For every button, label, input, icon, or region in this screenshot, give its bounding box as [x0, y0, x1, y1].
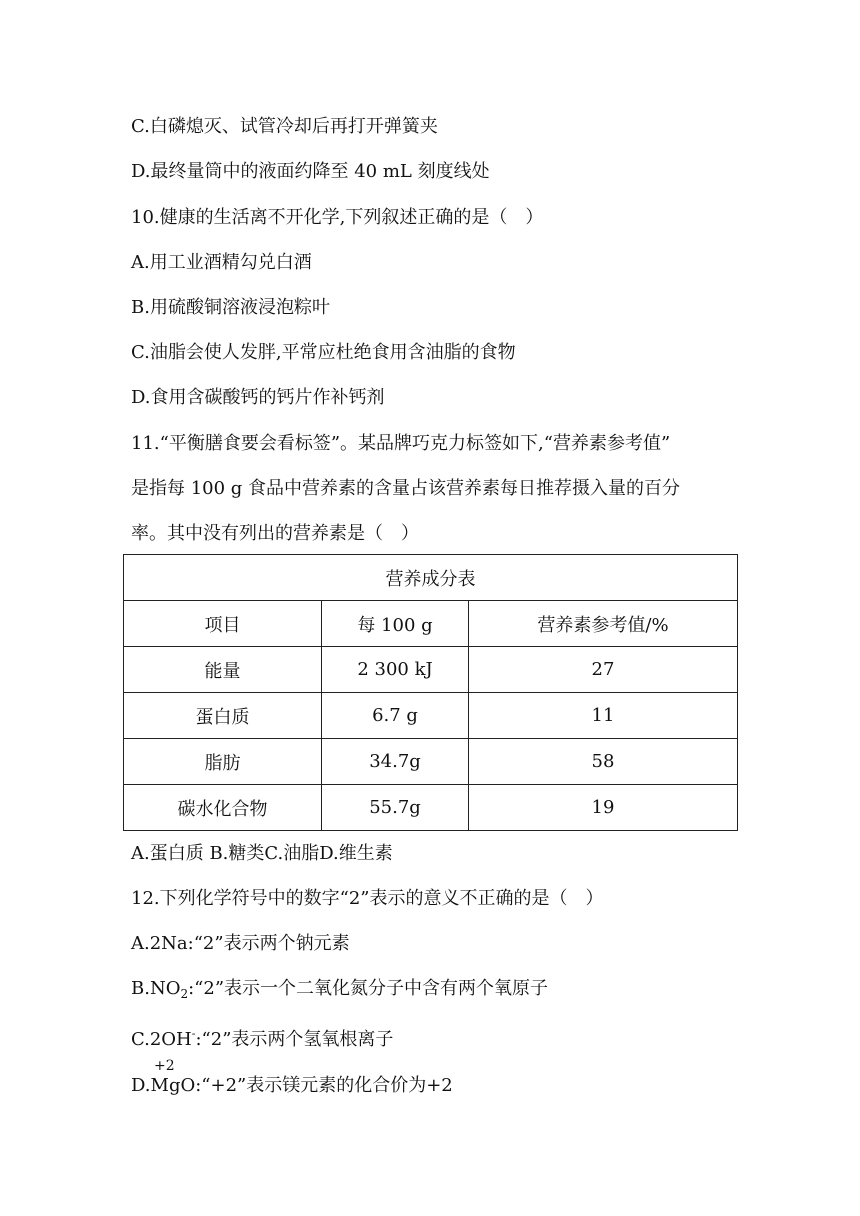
- question-11-options: A.蛋白质 B.糖类C.油脂D.维生素: [131, 843, 393, 864]
- table-header-row: [124, 601, 738, 647]
- table-cell: 27: [469, 647, 738, 693]
- table-cell: 34.7g: [322, 739, 469, 785]
- table-row: [124, 739, 738, 785]
- header-nrv: 营养素参考值/%: [469, 601, 738, 647]
- question-12-option-a: A.2Na:“2”表示两个钠元素: [131, 933, 350, 954]
- question-10-stem: 10.健康的生活离不开化学,下列叙述正确的是（ ）: [131, 207, 544, 228]
- subscript-2: 2: [180, 987, 189, 1001]
- question-12-option-c: [131, 1022, 393, 1052]
- formula-2oh: C.2OH: [131, 1029, 192, 1050]
- superscript-minus: -: [191, 1027, 196, 1040]
- table-cell: 6.7 g: [322, 693, 469, 739]
- option-c-white-phosphorus: C.白磷熄灭、试管冷却后再打开弹簧夹: [131, 116, 438, 137]
- header-item: 项目: [124, 601, 322, 647]
- table-cell: 脂肪: [124, 739, 322, 785]
- option-d-cylinder-level: D.最终量筒中的液面约降至 40 mL 刻度线处: [131, 161, 490, 182]
- table-title: 营养成分表: [124, 555, 738, 601]
- table-cell: 11: [469, 693, 738, 739]
- valence-mark: +2: [154, 1058, 175, 1074]
- question-10-option-d: D.食用含碳酸钙的钙片作补钙剂: [131, 387, 385, 408]
- question-12-option-b: [131, 977, 548, 1006]
- question-12-option-d: D.MgO:“+2”表示镁元素的化合价为+2: [131, 1075, 453, 1096]
- header-per-100g: 每 100 g: [322, 601, 469, 647]
- table-cell: 蛋白质: [124, 693, 322, 739]
- table-row: [124, 785, 738, 831]
- table-row: [124, 693, 738, 739]
- question-10-option-c: C.油脂会使人发胖,平常应杜绝食用含油脂的食物: [131, 342, 516, 363]
- table-cell: 能量: [124, 647, 322, 693]
- question-11-stem-line-3: 率。其中没有列出的营养素是（ ）: [131, 523, 419, 544]
- table-cell: 2 300 kJ: [322, 647, 469, 693]
- table-cell: 19: [469, 785, 738, 831]
- question-11-stem-line-1: 11.“平衡膳食要会看标签”。某品牌巧克力标签如下,“营养素参考值”: [131, 433, 671, 454]
- question-11-stem-line-2: 是指每 100 g 食品中营养素的含量占该营养素每日推荐摄入量的百分: [131, 478, 681, 499]
- formula-no2: B.NO: [131, 978, 181, 999]
- table-title-row: [124, 555, 738, 601]
- question-10-option-b: B.用硫酸铜溶液浸泡粽叶: [131, 297, 330, 318]
- option-c-text: :“2”表示两个氢氧根离子: [195, 1029, 394, 1050]
- table-row: [124, 647, 738, 693]
- table-cell: 55.7g: [322, 785, 469, 831]
- table-cell: 碳水化合物: [124, 785, 322, 831]
- table-cell: 58: [469, 739, 738, 785]
- nutrition-table: [123, 554, 738, 831]
- question-12-stem: 12.下列化学符号中的数字“2”表示的意义不正确的是（ ）: [131, 888, 604, 909]
- option-b-text: :“2”表示一个二氧化氮分子中含有两个氧原子: [188, 978, 549, 999]
- question-10-option-a: A.用工业酒精勾兑白酒: [131, 252, 312, 273]
